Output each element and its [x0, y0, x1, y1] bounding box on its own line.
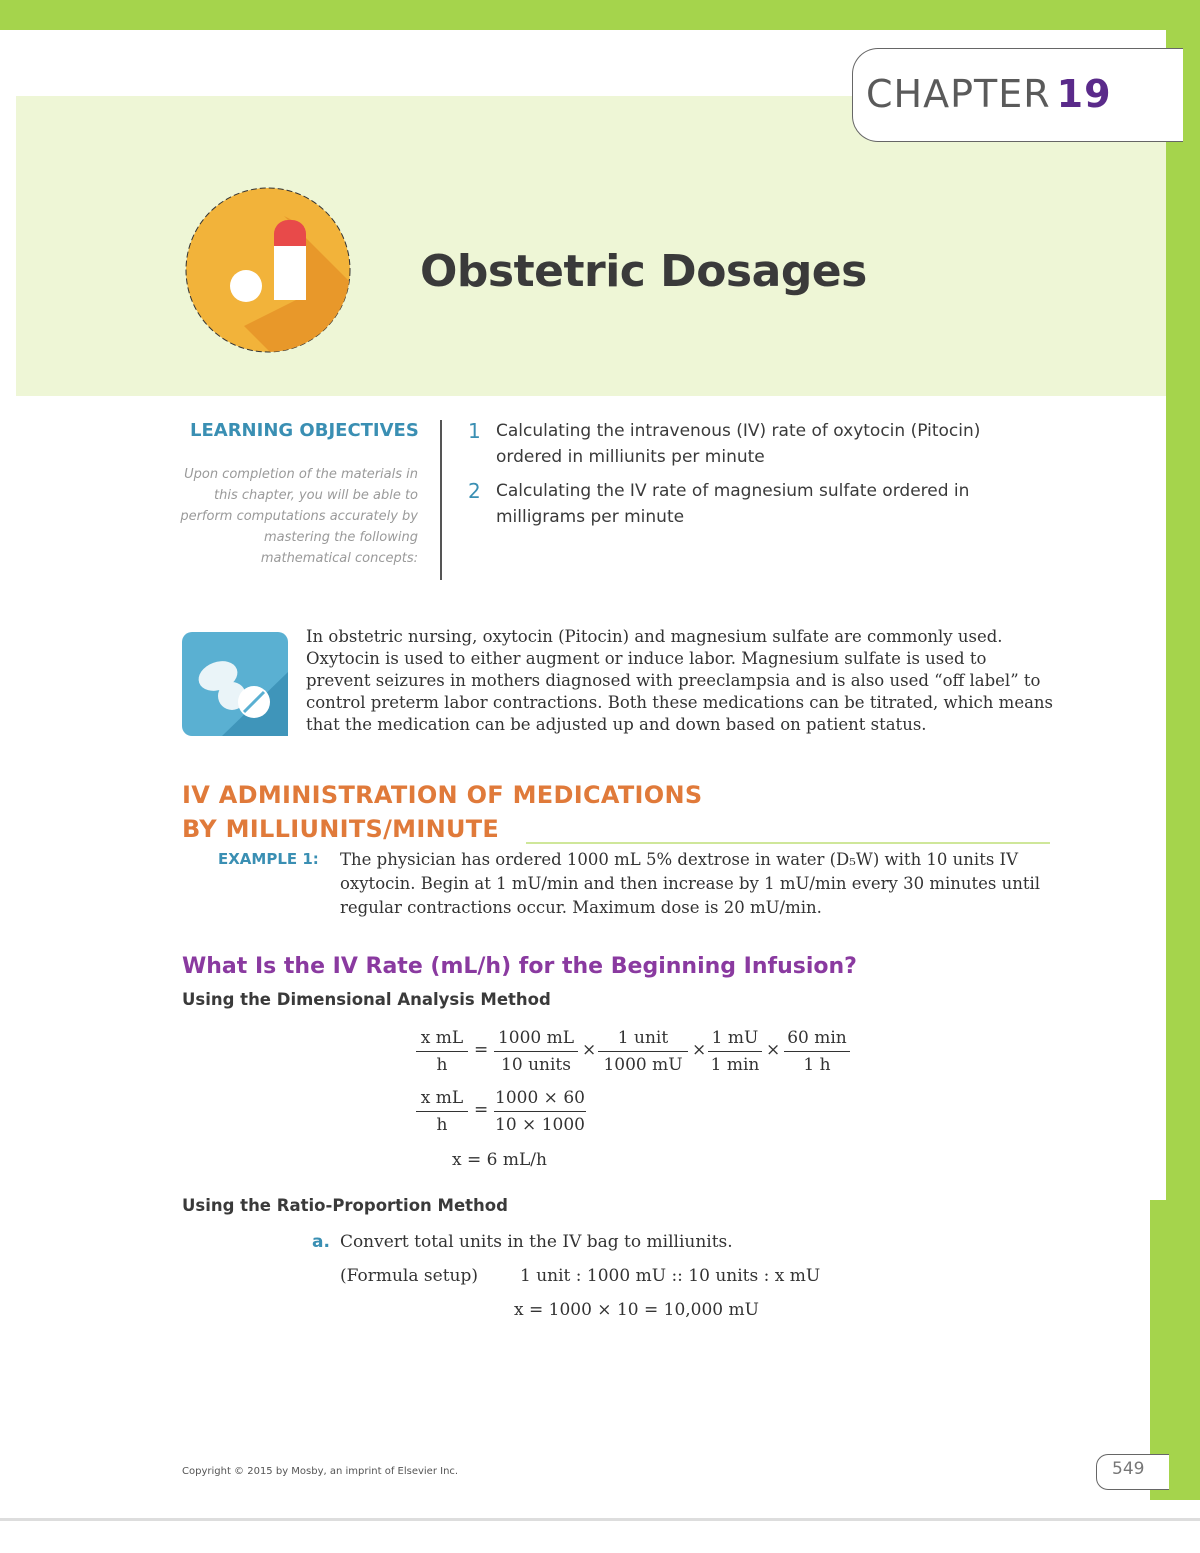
objective-text: Calculating the IV rate of magnesium sulfate ordered in milligrams per minute [496, 481, 970, 527]
ratio-proportion-heading: Using the Ratio-Proportion Method [182, 1196, 508, 1215]
fraction-numerator: 60 min [784, 1028, 850, 1052]
section-heading [182, 778, 702, 846]
dimensional-analysis-heading: Using the Dimensional Analysis Method [182, 990, 551, 1009]
formula-result: x = 1000 × 10 = 10,000 mU [514, 1300, 759, 1320]
fraction-denominator: 1 h [803, 1055, 831, 1075]
conversion-fraction [708, 1028, 762, 1075]
right-green-bar [1166, 30, 1200, 1500]
chapter-label [866, 72, 1112, 116]
objective-item [468, 418, 1028, 470]
equation-lhs-fraction [416, 1028, 468, 1075]
step-a [312, 1232, 733, 1252]
heading-underline [526, 842, 1050, 844]
objective-item [468, 478, 1028, 530]
chapter-number: 19 [1056, 72, 1112, 116]
times-sign: × [766, 1040, 781, 1060]
pills-icon [182, 632, 288, 736]
fraction-numerator: x mL [416, 1028, 468, 1052]
conversion-fraction [598, 1028, 688, 1075]
question-heading: What Is the IV Rate (mL/h) for the Beginning Infusion? [182, 954, 857, 979]
medication-capsule-icon [184, 186, 352, 354]
top-green-band [0, 0, 1200, 30]
objective-text: Calculating the intravenous (IV) rate of oxytocin (Pitocin) ordered in milliunits per minute [496, 421, 981, 467]
chapter-title: Obstetric Dosages [420, 246, 867, 297]
intro-paragraph: In obstetric nursing, oxytocin (Pitocin) and magnesium sulfate are commonly used. Oxytocin is used to either augment or induce labor. Magnesium sulfate is used to prevent seizures in mothers diagnosed with preeclampsia and is also used “off label” to control preterm labor contractions. Both these medications can be titrated, which means that the medication can be adjusted up and down based on patient status. [306, 627, 1054, 734]
equation-lhs-fraction [416, 1088, 468, 1135]
fraction-denominator: h [436, 1055, 448, 1075]
chapter-word: CHAPTER [866, 72, 1051, 116]
fraction-denominator: 1000 mU [603, 1055, 683, 1075]
objectives-list [468, 418, 1028, 538]
objective-number: 2 [468, 479, 481, 503]
learning-objectives-title: LEARNING OBJECTIVES [190, 420, 419, 441]
conversion-fraction [784, 1028, 850, 1075]
equals-sign: = [474, 1040, 489, 1060]
fraction-numerator: 1000 mL [494, 1028, 578, 1052]
fraction-numerator: 1000 × 60 [494, 1088, 586, 1112]
fraction-denominator: 10 units [501, 1055, 571, 1075]
section-heading-line1: IV ADMINISTRATION OF MEDICATIONS [182, 781, 703, 809]
page-bottom-edge [0, 1518, 1200, 1521]
equals-sign: = [474, 1100, 489, 1120]
step-text: Convert total units in the IV bag to milliunits. [339, 1232, 733, 1252]
page-number: 549 [1112, 1459, 1145, 1479]
example-text: The physician has ordered 1000 mL 5% dextrose in water (D₅W) with 10 units IV oxytocin. Begin at 1 mU/min and then increase by 1 mU/min every 30 minutes until regular contractions occur. Maximum dose is 20 mU/min. [340, 850, 1041, 917]
formula-label: (Formula setup) [340, 1266, 478, 1286]
fraction-numerator: x mL [416, 1088, 468, 1112]
fraction-numerator: 1 unit [598, 1028, 688, 1052]
times-sign: × [582, 1040, 597, 1060]
fraction-numerator: 1 mU [708, 1028, 762, 1052]
conversion-fraction [494, 1028, 578, 1075]
copyright-notice: Copyright © 2015 by Mosby, an imprint of Elsevier Inc. [182, 1466, 459, 1477]
objectives-divider [440, 420, 442, 580]
section-heading-line2: BY MILLIUNITS/MINUTE [182, 815, 500, 843]
step-letter: a. [312, 1232, 330, 1252]
equation-result: x = 6 mL/h [452, 1150, 547, 1170]
fraction-denominator: h [436, 1115, 448, 1135]
fraction-denominator: 10 × 1000 [495, 1115, 585, 1135]
fraction-denominator: 1 min [710, 1055, 760, 1075]
objective-number: 1 [468, 419, 481, 443]
times-sign: × [692, 1040, 707, 1060]
learning-objectives-intro: Upon completion of the materials in this chapter, you will be able to perform computations accurately by mastering the following mathematical concepts: [180, 467, 418, 566]
computation-fraction [494, 1088, 586, 1135]
example-label: EXAMPLE 1: [218, 850, 319, 868]
formula-setup: 1 unit : 1000 mU :: 10 units : x mU [520, 1266, 821, 1286]
